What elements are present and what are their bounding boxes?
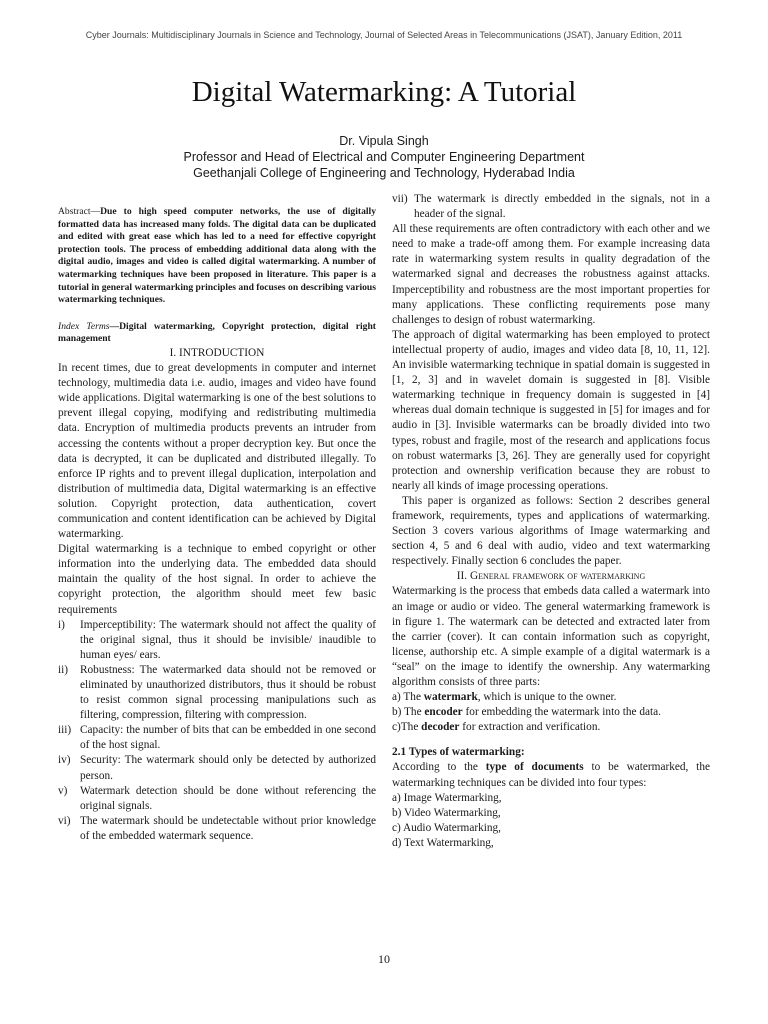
list-number: iii) (58, 724, 72, 737)
list-number: vi) (58, 814, 71, 827)
list-item (58, 618, 376, 663)
body-paragraph: All these requirements are often contradictory with each other and we need to make a trade-off among them. For example increasing data rate in watermarking system results in quality degradation of the watermarked signal and decreases the robustness against attacks. Imperceptibility and robustness are the most important properties for many applications. These conflicting requirements pose many challenges to design of robust watermarking. (392, 223, 710, 326)
list-text: Security: The watermark should only be detected by authorized person. (80, 754, 376, 782)
section-2-heading (392, 569, 710, 584)
list-text: The watermark should be undetectable without prior knowledge of the embedded watermark sequence. (80, 814, 376, 842)
text-span: to be watermarked, the watermarking techniques can be divided into four types: (392, 761, 710, 789)
list-keyword: encoder (424, 706, 463, 719)
list-text: Capacity: the number of bits that can be embedded in one second of the host signal. (80, 724, 376, 752)
subsection-2-1-heading (392, 745, 710, 760)
list-item (392, 720, 710, 735)
list-number: ii) (58, 663, 69, 676)
list-item: b) Video Watermarking, (392, 806, 501, 819)
list-prefix: b) The (392, 706, 425, 719)
subsection-title: 2.1 Types of watermarking: (392, 746, 525, 759)
right-column (392, 192, 710, 851)
algorithm-parts-list (392, 690, 710, 735)
list-item (392, 705, 710, 720)
list-text: Watermark detection should be done without referencing the original signals. (80, 784, 376, 812)
page-number: 10 (378, 952, 390, 966)
watermark-types-list (392, 791, 710, 851)
list-suffix: , which is unique to the owner. (477, 691, 617, 704)
body-paragraph: This paper is organized as follows: Section 2 describes general framework, requirements, types and applications of watermarking. Section 3 covers various algorithms of Image watermarking and section 4, 5 and 6 deal with audio, video and text watermarking respectively. Finally section 6 concludes the paper. (392, 494, 710, 568)
body-paragraph: The approach of digital watermarking has been employed to protect intellectual property of audio, images and video data [8, 10, 11, 12]. An invisible watermarking technique in spatial domain is suggested in [1, 2, 3] and in wavelet domain is suggested in [8]. Visible watermarking technique in frequency domain is suggested in [4] whereas dual domain technique is suggested in [5] for images and for audio in [3]. Invisible watermarks can be broadly divided into two types, robust and fragile, most of the research and applications focus on robust watermarks [3, 26]. They are generally used for copyright protection and ownership verification because they are robust to nearly all kinds of image processing operations. (392, 328, 710, 492)
author-block (0, 133, 768, 181)
requirements-list-continued (392, 192, 710, 222)
list-item: c) Audio Watermarking, (392, 821, 501, 834)
text-span: According to the (392, 761, 486, 774)
intro-paragraph-2: Digital watermarking is a technique to embed copyright or other information into the underlying data. The embedded data should maintain the quality of the host signal. In order to achieve the copyright protection, the algorithm should meet few basic requirements (58, 543, 376, 616)
abstract (58, 206, 376, 307)
list-suffix: for extraction and verification. (459, 721, 601, 734)
body-paragraph (392, 760, 710, 790)
list-item (58, 723, 376, 753)
author-name: Dr. Vipula Singh (339, 134, 429, 148)
list-item (58, 814, 376, 844)
paper-title: Digital Watermarking: A Tutorial (191, 76, 577, 108)
index-terms (58, 321, 376, 346)
list-item (58, 663, 376, 723)
list-text: Imperceptibility: The watermark should not affect the quality of the original signal, thus it should be invisible/ inaudible to human eyes/ ears. (80, 618, 376, 661)
list-item (58, 784, 376, 814)
list-text: Robustness: The watermarked data should not be removed or eliminated by unauthorized distributors, thus it should be robust to resist common signal processing manipulations such as filtering, compression, filtering with compression. (80, 663, 376, 722)
list-item: a) Image Watermarking, (392, 791, 502, 804)
list-item (392, 192, 710, 222)
requirements-list (58, 618, 376, 844)
list-item: d) Text Watermarking, (392, 836, 494, 849)
list-prefix: c)The (392, 721, 422, 734)
intro-heading: I. INTRODUCTION (169, 346, 265, 359)
text-emphasis: type of documents (485, 761, 584, 774)
list-prefix: a) The (392, 691, 424, 704)
abstract-lead: Abstract— (58, 206, 101, 217)
author-affiliation: Geethanjali College of Engineering and Technology, Hyderabad India (193, 166, 575, 180)
list-number: vii) (392, 193, 408, 205)
list-number: iv) (58, 754, 71, 767)
index-terms-lead: Index Terms (58, 320, 110, 332)
left-column (58, 206, 376, 844)
list-suffix: for embedding the watermark into the data. (462, 706, 661, 719)
section-2-title: General framework of watermarking (469, 570, 646, 583)
list-keyword: watermark (423, 691, 478, 704)
list-number: v) (58, 784, 68, 797)
intro-paragraph-1: In recent times, due to great developments in computer and internet technology, multimedia data i.e. audio, images and video have found wide applications. Digital watermarking is one of the best solutions to prevent illegal copying, modifying and redistributing multimedia data. Encryption of multimedia products prevents an intruder from accessing the contents without a proper decryption key. But once the data is decrypted, it can be duplicated and distributed illegally. To enforce IP rights and to prevent illegal duplication, interpolation and distribution of multimedia data, Digital watermarking is an effective solution. Copyright protection, data authentication, covert communication and content identification can be achieved by Digital watermarking. (58, 362, 376, 541)
body-paragraph: Watermarking is the process that embeds data called a watermark into an image or audio or video. The general watermarking framework is in figure 1. The watermark can be detected and extracted later from the carrier (cover). It can contain information such as copyright, license, authorship etc. A simple example of a digital watermark is a “seal” on the image to identify the ownership. Any watermarking algorithm consists of three parts: (392, 585, 710, 688)
list-item (392, 690, 710, 705)
list-number: i) (58, 618, 65, 631)
list-keyword: decoder (421, 721, 460, 734)
section-2-number: II. (456, 570, 468, 583)
author-position: Professor and Head of Electrical and Computer Engineering Department (183, 150, 585, 164)
list-item (58, 753, 376, 783)
list-text: The watermark is directly embedded in the signals, not in a header of the signal. (414, 193, 710, 221)
abstract-body: Due to high speed computer networks, the use of digitally formatted data has increased many folds. The digital data can be duplicated and edited with great ease which has led to a need for effective copyright protection tools. The process of embedding additional data along with the digital audio, images and video is called digital watermarking. A number of watermarking techniques have been proposed in literature. This paper is a tutorial in general watermarking principles and focuses on describing various watermarking techniques. (58, 206, 376, 306)
index-terms-body: —Digital watermarking, Copyright protection, digital right management (58, 320, 376, 345)
running-header: Cyber Journals: Multidisciplinary Journals in Science and Technology, Journal of Selected Areas in Telecommunications (JSAT), January Edition, 2011 (85, 30, 683, 40)
